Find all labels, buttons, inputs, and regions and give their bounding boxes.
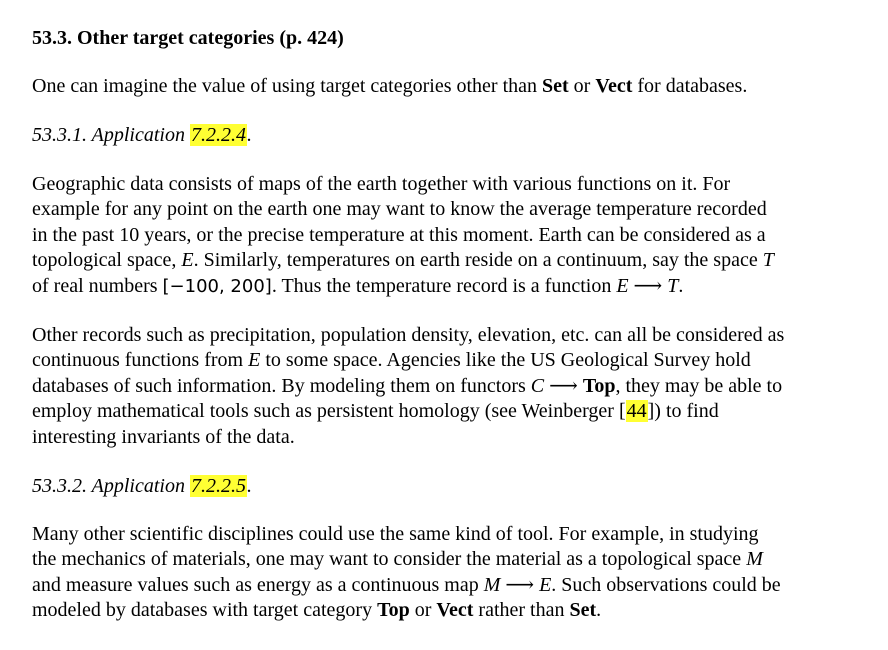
math-E: E	[539, 573, 552, 596]
category-vect: Vect	[595, 75, 633, 97]
subsection-1-heading	[32, 121, 872, 149]
subsection-1-label: 53.3.1. Application	[32, 123, 190, 146]
text: the mechanics of materials, one may want to consider the material as a topological space	[32, 548, 747, 571]
text: continuous functions from	[32, 349, 249, 372]
math-M: M	[483, 573, 501, 596]
category-top: Top	[582, 374, 616, 397]
subsection-2-label: 53.3.2. Application	[32, 474, 190, 497]
paragraph-materials	[32, 522, 872, 624]
math-E: E	[616, 274, 629, 297]
text: databases of such information. By modeling them on functors	[32, 374, 531, 397]
para2-line3	[32, 374, 872, 400]
para2-line5: interesting invariants of the data.	[32, 425, 295, 448]
text: modeled by databases with target category	[32, 599, 378, 622]
intro-text: One can imagine the value of using target categories other than	[32, 75, 542, 97]
citation-44-link[interactable]: 44	[626, 400, 647, 423]
category-set: Set	[542, 75, 569, 97]
text: .	[596, 599, 602, 622]
subsection-2-ref-link[interactable]: 7.2.2.5	[190, 474, 246, 497]
math-M: M	[746, 548, 763, 571]
text: . Similarly, temperatures on earth reside on a continuum, say the space	[193, 249, 763, 272]
section-heading	[32, 24, 872, 52]
text: , they may be able to	[615, 374, 783, 397]
text: . Such observations could be	[551, 573, 781, 596]
para3-line4	[32, 598, 872, 624]
category-top: Top	[377, 599, 410, 622]
para3-line2	[32, 547, 872, 573]
math-E: E	[248, 349, 261, 372]
text: ]) to find	[647, 400, 719, 423]
arrow: ⟶	[628, 274, 668, 297]
para3-line3	[32, 573, 872, 599]
text: to some space. Agencies like the US Geological Survey hold	[260, 349, 751, 372]
document-page	[32, 24, 872, 624]
para1-line2: example for any point on the earth one may want to know the average temperature recorded	[32, 198, 767, 221]
category-vect: Vect	[436, 599, 474, 622]
para1-line1: Geographic data consists of maps of the earth together with various functions on it. For	[32, 172, 731, 195]
para3-line1: Many other scientific disciplines could use the same kind of tool. For example, in studying	[32, 522, 759, 545]
math-T: T	[762, 249, 774, 272]
subsection-1-ref-link[interactable]: 7.2.2.4	[190, 123, 246, 146]
text: employ mathematical tools such as persistent homology (see Weinberger [	[32, 400, 626, 423]
text: . Thus the temperature record is a function	[271, 274, 617, 297]
para2-line4	[32, 399, 872, 425]
text: and measure values such as energy as a continuous map	[32, 573, 484, 596]
intro-or: or	[568, 75, 596, 97]
math-interval: [−100, 200]	[162, 275, 272, 297]
para2-line1: Other records such as precipitation, population density, elevation, etc. can all be considered as	[32, 323, 785, 346]
para1-line3: in the past 10 years, or the precise temperature at this moment. Earth can be considered as a	[32, 223, 766, 246]
arrow: ⟶	[500, 573, 540, 596]
subsection-2-heading	[32, 472, 872, 500]
intro-end: for databases.	[632, 75, 748, 97]
math-E: E	[181, 249, 194, 272]
section-number: 53.3.	[32, 27, 72, 49]
math-T: T	[667, 274, 679, 297]
text: of real numbers	[32, 274, 163, 297]
text: topological space,	[32, 249, 182, 272]
arrow: ⟶	[544, 374, 583, 397]
para1-line4	[32, 248, 872, 274]
math-C: C	[530, 374, 545, 397]
category-set: Set	[569, 599, 597, 622]
para2-line2	[32, 348, 872, 374]
intro-paragraph	[32, 74, 872, 100]
section-title: Other target categories (p. 424)	[77, 27, 344, 49]
text: or	[409, 599, 437, 622]
text: rather than	[473, 599, 570, 622]
paragraph-records	[32, 323, 872, 451]
subsection-2-period: .	[246, 474, 252, 497]
paragraph-geographic	[32, 172, 872, 300]
subsection-1-period: .	[246, 123, 252, 146]
text: .	[678, 274, 684, 297]
para1-line5	[32, 274, 872, 300]
